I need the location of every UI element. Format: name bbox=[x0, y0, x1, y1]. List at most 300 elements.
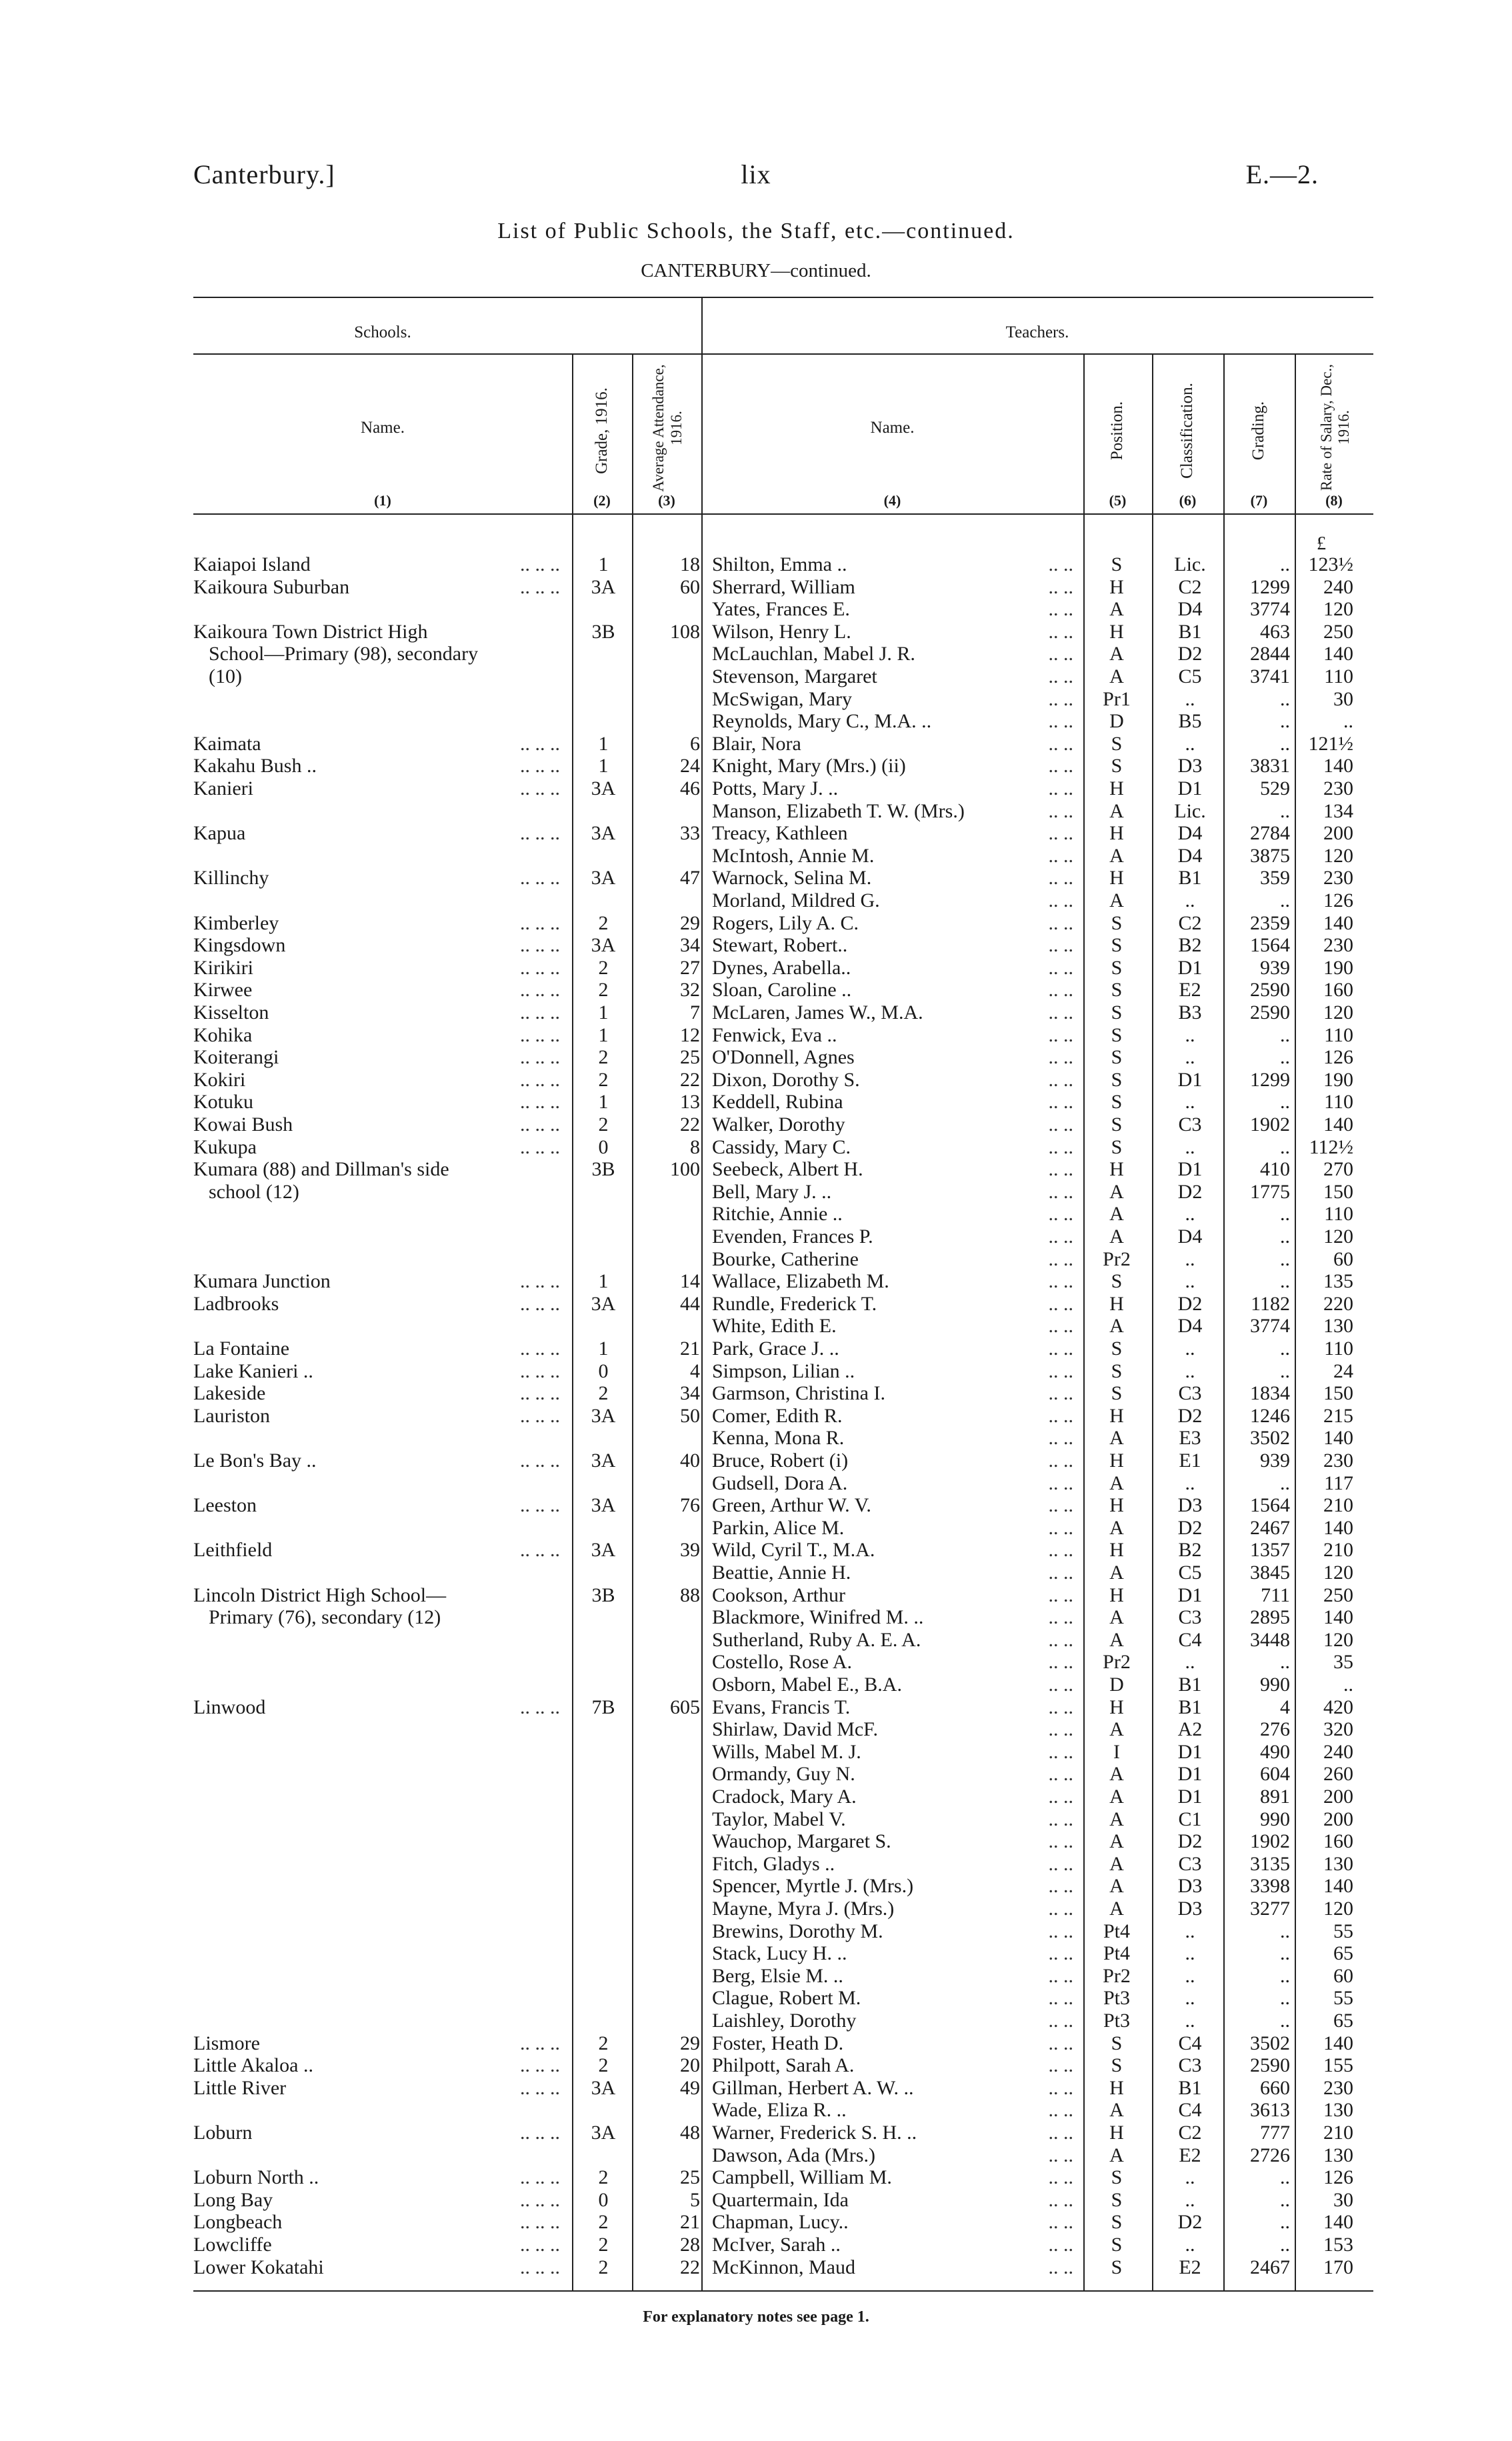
teacher-position: A bbox=[1109, 643, 1124, 665]
teacher-salary: 200 bbox=[1323, 822, 1353, 845]
school-attendance: 27 bbox=[680, 956, 700, 979]
teacher-grading: 1182 bbox=[1251, 1292, 1290, 1315]
teacher-position: S bbox=[1111, 934, 1123, 957]
teacher-grading: 3502 bbox=[1250, 2032, 1290, 2054]
leader-dots: .. .. .. bbox=[520, 1270, 560, 1293]
leader-dots: .. .. bbox=[1048, 1315, 1073, 1338]
page-title: List of Public Schools, the Staff, etc.—continued. bbox=[497, 219, 1015, 243]
school-grade: 2 bbox=[598, 1113, 609, 1135]
teacher-position: S bbox=[1111, 1091, 1123, 1113]
school-name: Kapua bbox=[193, 822, 246, 845]
leader-dots: .. .. .. bbox=[520, 1023, 560, 1046]
teacher-salary: 120 bbox=[1323, 1628, 1353, 1651]
teacher-grading: 3774 bbox=[1250, 598, 1290, 621]
table-row bbox=[0, 1427, 1512, 1450]
teacher-position: A bbox=[1109, 2099, 1124, 2122]
teacher-name: Mayne, Myra J. (Mrs.) bbox=[712, 1898, 895, 1920]
teacher-name: Bruce, Robert (i) bbox=[712, 1450, 849, 1472]
leader-dots: .. .. bbox=[1048, 1942, 1073, 1965]
table-row bbox=[0, 2077, 1512, 2100]
col-number-3: (3) bbox=[658, 492, 675, 509]
school-name: Kaikoura Town District High bbox=[193, 620, 428, 643]
teacher-classification: D2 bbox=[1177, 1292, 1203, 1315]
teacher-position: H bbox=[1109, 1696, 1124, 1718]
school-grade: 2 bbox=[598, 956, 609, 979]
leader-dots: .. .. bbox=[1048, 822, 1073, 845]
teacher-position: A bbox=[1109, 1628, 1124, 1651]
teacher-salary: 140 bbox=[1323, 1516, 1353, 1539]
teacher-grading: 1902 bbox=[1250, 1113, 1290, 1135]
teacher-position: S bbox=[1111, 2166, 1123, 2189]
teacher-name: Osborn, Mabel E., B.A. bbox=[712, 1674, 902, 1696]
school-name: Kumara Junction bbox=[193, 1270, 331, 1293]
school-name: Kisselton bbox=[193, 1001, 269, 1023]
teacher-classification: .. bbox=[1185, 1135, 1195, 1158]
table-top-rule bbox=[193, 297, 1373, 298]
table-row bbox=[0, 2099, 1512, 2122]
school-grade: 3A bbox=[591, 1450, 616, 1472]
teacher-grading: 1299 bbox=[1250, 1068, 1290, 1091]
teacher-name: Sloan, Caroline .. bbox=[712, 979, 852, 1001]
teacher-classification: E2 bbox=[1179, 2256, 1201, 2278]
school-name: School—Primary (98), secondary bbox=[209, 643, 479, 665]
leader-dots: .. .. .. bbox=[520, 956, 560, 979]
table-row bbox=[0, 822, 1512, 845]
school-grade: 1 bbox=[598, 1338, 609, 1360]
leader-dots: .. .. bbox=[1048, 1046, 1073, 1069]
leader-dots: .. .. bbox=[1048, 1562, 1073, 1584]
teacher-salary: 250 bbox=[1323, 620, 1353, 643]
teacher-name: Seebeck, Albert H. bbox=[712, 1158, 863, 1181]
school-grade: 1 bbox=[598, 755, 609, 777]
teacher-grading: 2590 bbox=[1250, 2054, 1290, 2077]
teacher-salary: 200 bbox=[1323, 1786, 1353, 1808]
teacher-grading: .. bbox=[1280, 1270, 1290, 1293]
teacher-grading: 1357 bbox=[1250, 1539, 1290, 1562]
teacher-salary: 55 bbox=[1333, 1920, 1353, 1942]
table-row bbox=[0, 1405, 1512, 1428]
school-attendance: 6 bbox=[690, 732, 700, 755]
school-attendance: 4 bbox=[690, 1360, 700, 1382]
teacher-position: Pt4 bbox=[1103, 1942, 1131, 1965]
leader-dots: .. .. bbox=[1048, 1696, 1073, 1718]
teacher-name: McKinnon, Maud bbox=[712, 2256, 855, 2278]
leader-dots: .. .. .. bbox=[520, 1404, 560, 1427]
col-number-4: (4) bbox=[883, 492, 901, 509]
teacher-grading: 2467 bbox=[1250, 1516, 1290, 1539]
teacher-classification: E3 bbox=[1179, 1427, 1201, 1450]
table-row bbox=[0, 576, 1512, 599]
table-row bbox=[0, 1203, 1512, 1226]
table-row bbox=[0, 2054, 1512, 2077]
teacher-name: Clague, Robert M. bbox=[712, 1987, 861, 2010]
table-row bbox=[0, 1046, 1512, 1069]
page-number: lix bbox=[741, 159, 771, 189]
teacher-classification: .. bbox=[1185, 1203, 1195, 1226]
teacher-position: H bbox=[1109, 620, 1124, 643]
teacher-position: S bbox=[1111, 2188, 1123, 2211]
leader-dots: .. .. bbox=[1048, 911, 1073, 934]
attendance-header: Average Attendance, 1916. bbox=[650, 364, 685, 492]
school-grade: 3A bbox=[591, 777, 616, 799]
teacher-name: Walker, Dorothy bbox=[712, 1113, 845, 1135]
school-name: Kaimata bbox=[193, 732, 261, 755]
school-grade: 1 bbox=[598, 553, 609, 575]
teacher-salary: .. bbox=[1343, 710, 1353, 733]
leader-dots: .. .. bbox=[1048, 1674, 1073, 1696]
teacher-position: A bbox=[1109, 665, 1124, 687]
teachers-group-header: Teachers. bbox=[1005, 323, 1069, 341]
teacher-salary: 126 bbox=[1323, 889, 1353, 911]
teacher-name: Knight, Mary (Mrs.) (ii) bbox=[712, 755, 906, 777]
teacher-salary: 155 bbox=[1323, 2054, 1353, 2077]
teacher-salary: 130 bbox=[1323, 1315, 1353, 1338]
leader-dots: .. .. .. bbox=[520, 755, 560, 777]
table-row bbox=[0, 2032, 1512, 2055]
teacher-name: Parkin, Alice M. bbox=[712, 1516, 845, 1539]
teacher-grading: .. bbox=[1280, 1942, 1290, 1965]
teacher-grading: .. bbox=[1280, 1651, 1290, 1674]
leader-dots: .. .. .. bbox=[520, 822, 560, 845]
table-row bbox=[0, 777, 1512, 800]
leader-dots: .. .. bbox=[1048, 1091, 1073, 1113]
leader-dots: .. .. bbox=[1048, 1830, 1073, 1853]
teacher-salary: 55 bbox=[1333, 1987, 1353, 2010]
teacher-classification: C3 bbox=[1178, 1382, 1202, 1405]
leader-dots: .. .. bbox=[1048, 889, 1073, 911]
school-grade: 1 bbox=[598, 1001, 609, 1023]
teacher-salary: 120 bbox=[1323, 1562, 1353, 1584]
school-name: Leithfield bbox=[193, 1539, 273, 1562]
school-name: Le Bon's Bay .. bbox=[193, 1450, 317, 1472]
teacher-name: O'Donnell, Agnes bbox=[712, 1046, 855, 1069]
teacher-position: S bbox=[1111, 911, 1123, 934]
teacher-position: S bbox=[1111, 1270, 1123, 1293]
leader-dots: .. .. .. bbox=[520, 867, 560, 889]
teacher-name: Stewart, Robert.. bbox=[712, 934, 848, 957]
leader-dots: .. .. .. bbox=[520, 1539, 560, 1562]
teacher-classification: D2 bbox=[1177, 2211, 1203, 2234]
teacher-salary: 140 bbox=[1323, 911, 1353, 934]
teacher-salary: 30 bbox=[1333, 687, 1353, 710]
leader-dots: .. .. .. bbox=[520, 1113, 560, 1135]
teacher-name: Evans, Francis T. bbox=[712, 1696, 851, 1718]
teacher-grading: 2590 bbox=[1250, 1001, 1290, 1023]
header-bottom-rule bbox=[193, 513, 1373, 515]
leader-dots: .. .. bbox=[1048, 1113, 1073, 1135]
school-grade: 1 bbox=[598, 732, 609, 755]
teacher-position: A bbox=[1109, 1830, 1124, 1853]
teacher-classification: .. bbox=[1185, 1046, 1195, 1069]
table-bottom-rule bbox=[193, 2290, 1373, 2292]
teacher-classification: B1 bbox=[1178, 1674, 1202, 1696]
leader-dots: .. .. .. bbox=[520, 2054, 560, 2077]
leader-dots: .. .. bbox=[1048, 1584, 1073, 1606]
school-name-header: Name. bbox=[361, 419, 405, 437]
teacher-salary: 140 bbox=[1323, 2211, 1353, 2234]
teacher-name: Comer, Edith R. bbox=[712, 1404, 843, 1427]
leader-dots: .. .. bbox=[1048, 2076, 1073, 2099]
teacher-salary: 230 bbox=[1323, 867, 1353, 889]
teacher-grading: .. bbox=[1280, 2166, 1290, 2189]
teacher-salary: 320 bbox=[1323, 1718, 1353, 1741]
grading-header: Grading. bbox=[1249, 401, 1267, 461]
teacher-classification: D2 bbox=[1177, 643, 1203, 665]
teacher-name: Cradock, Mary A. bbox=[712, 1786, 857, 1808]
teacher-classification: D1 bbox=[1177, 1763, 1203, 1786]
teacher-classification: E2 bbox=[1179, 2144, 1201, 2166]
teacher-classification: D4 bbox=[1177, 822, 1203, 845]
teacher-salary: 230 bbox=[1323, 934, 1353, 957]
teacher-name: Dawson, Ada (Mrs.) bbox=[712, 2144, 875, 2166]
teacher-grading: 276 bbox=[1260, 1718, 1290, 1741]
teacher-grading: 529 bbox=[1260, 777, 1290, 799]
school-grade: 2 bbox=[598, 2166, 609, 2189]
teacher-grading: 2784 bbox=[1250, 822, 1290, 845]
teacher-grading: 2895 bbox=[1250, 1606, 1290, 1629]
teacher-name: Park, Grace J. .. bbox=[712, 1338, 839, 1360]
teacher-classification: D4 bbox=[1177, 844, 1203, 867]
table-row bbox=[0, 1875, 1512, 1898]
table-row bbox=[0, 1987, 1512, 2010]
teacher-position: H bbox=[1109, 1292, 1124, 1315]
leader-dots: .. .. bbox=[1048, 1270, 1073, 1293]
school-name: Lower Kokatahi bbox=[193, 2256, 324, 2278]
teacher-position: A bbox=[1109, 1226, 1124, 1248]
school-grade: 0 bbox=[598, 1360, 609, 1382]
teacher-position: A bbox=[1109, 1562, 1124, 1584]
teacher-name: Morland, Mildred G. bbox=[712, 889, 880, 911]
teacher-classification: D1 bbox=[1177, 1786, 1203, 1808]
teacher-position: H bbox=[1109, 575, 1124, 598]
leader-dots: .. .. bbox=[1048, 1203, 1073, 1226]
teacher-position: Pr2 bbox=[1103, 1248, 1131, 1270]
school-grade: 2 bbox=[598, 1046, 609, 1069]
teacher-grading: .. bbox=[1280, 2188, 1290, 2211]
leader-dots: .. .. bbox=[1048, 1001, 1073, 1023]
teacher-grading: 1775 bbox=[1250, 1180, 1290, 1203]
teacher-position: A bbox=[1109, 598, 1124, 621]
teacher-classification: .. bbox=[1185, 732, 1195, 755]
teacher-name: McIver, Sarah .. bbox=[712, 2234, 841, 2256]
teacher-position: S bbox=[1111, 1135, 1123, 1158]
teacher-grading: 1834 bbox=[1250, 1382, 1290, 1405]
teacher-grading: 490 bbox=[1260, 1740, 1290, 1763]
teacher-classification: B2 bbox=[1178, 1539, 1202, 1562]
teacher-grading: .. bbox=[1280, 2234, 1290, 2256]
school-grade: 2 bbox=[598, 1382, 609, 1405]
teacher-grading: .. bbox=[1280, 1046, 1290, 1069]
leader-dots: .. .. bbox=[1048, 934, 1073, 957]
school-attendance: 44 bbox=[680, 1292, 700, 1315]
col-number-5: (5) bbox=[1109, 492, 1127, 509]
teacher-position: S bbox=[1111, 956, 1123, 979]
table-row bbox=[0, 1136, 1512, 1159]
leader-dots: .. .. bbox=[1048, 1226, 1073, 1248]
teacher-name: Rundle, Frederick T. bbox=[712, 1292, 877, 1315]
table-row bbox=[0, 1472, 1512, 1495]
teacher-salary: 121½ bbox=[1308, 732, 1353, 755]
school-attendance: 20 bbox=[680, 2054, 700, 2077]
teacher-salary: 120 bbox=[1323, 1226, 1353, 1248]
teacher-grading: 3448 bbox=[1250, 1628, 1290, 1651]
teacher-name: Brewins, Dorothy M. bbox=[712, 1920, 883, 1942]
table-row bbox=[0, 1942, 1512, 1965]
teacher-position: H bbox=[1109, 2076, 1124, 2099]
teacher-salary: 140 bbox=[1323, 643, 1353, 665]
school-grade: 3A bbox=[591, 822, 616, 845]
school-attendance: 18 bbox=[680, 553, 700, 575]
school-name: Kumara (88) and Dillman's side bbox=[193, 1158, 449, 1181]
leader-dots: .. .. bbox=[1048, 2166, 1073, 2189]
teacher-name: McIntosh, Annie M. bbox=[712, 844, 875, 867]
school-name: Kanieri bbox=[193, 777, 253, 799]
leader-dots: .. .. bbox=[1048, 1248, 1073, 1270]
teacher-name: Garmson, Christina I. bbox=[712, 1382, 885, 1405]
teacher-position: A bbox=[1109, 799, 1124, 822]
teacher-classification: C3 bbox=[1178, 1606, 1202, 1629]
teacher-salary: 110 bbox=[1324, 1203, 1353, 1226]
teacher-classification: .. bbox=[1185, 2234, 1195, 2256]
teacher-grading: 3502 bbox=[1250, 1427, 1290, 1450]
teacher-classification: C2 bbox=[1178, 2122, 1202, 2144]
school-attendance: 40 bbox=[680, 1450, 700, 1472]
table-row bbox=[0, 665, 1512, 688]
teacher-salary: 135 bbox=[1323, 1270, 1353, 1293]
teacher-position: A bbox=[1109, 1180, 1124, 1203]
teacher-name: McLauchlan, Mabel J. R. bbox=[712, 643, 915, 665]
school-attendance: 7 bbox=[690, 1001, 700, 1023]
teacher-grading: 939 bbox=[1260, 956, 1290, 979]
teacher-name: Wills, Mabel M. J. bbox=[712, 1740, 861, 1763]
teacher-name: Wilson, Henry L. bbox=[712, 620, 851, 643]
school-grade: 2 bbox=[598, 1068, 609, 1091]
table-row bbox=[0, 1181, 1512, 1203]
school-grade: 3A bbox=[591, 1292, 616, 1315]
school-name: Lake Kanieri .. bbox=[193, 1360, 313, 1382]
col-number-2: (2) bbox=[593, 492, 611, 509]
table-row bbox=[0, 2166, 1512, 2189]
school-attendance: 22 bbox=[680, 1068, 700, 1091]
teacher-salary: 170 bbox=[1323, 2256, 1353, 2278]
leader-dots: .. .. bbox=[1048, 2144, 1073, 2166]
school-name: Kirwee bbox=[193, 979, 253, 1001]
teacher-position: A bbox=[1109, 1852, 1124, 1875]
teacher-position: Pr2 bbox=[1103, 1651, 1131, 1674]
teacher-position: H bbox=[1109, 1539, 1124, 1562]
teacher-grading: 1564 bbox=[1250, 934, 1290, 957]
teacher-position: H bbox=[1109, 822, 1124, 845]
leader-dots: .. .. bbox=[1048, 2099, 1073, 2122]
teacher-salary: 110 bbox=[1324, 1023, 1353, 1046]
table-row bbox=[0, 1158, 1512, 1181]
teacher-name: Ormandy, Guy N. bbox=[712, 1763, 855, 1786]
teacher-position: S bbox=[1111, 755, 1123, 777]
school-grade: 3A bbox=[591, 1404, 616, 1427]
teacher-classification: D1 bbox=[1177, 1740, 1203, 1763]
teacher-salary: .. bbox=[1343, 1674, 1353, 1696]
teacher-classification: D3 bbox=[1177, 1898, 1203, 1920]
school-attendance: 32 bbox=[680, 979, 700, 1001]
teacher-position: S bbox=[1111, 1113, 1123, 1135]
teacher-grading: 3831 bbox=[1250, 755, 1290, 777]
teacher-classification: D4 bbox=[1177, 1315, 1203, 1338]
teacher-classification: .. bbox=[1185, 2010, 1195, 2032]
leader-dots: .. .. .. bbox=[520, 2234, 560, 2256]
table-row bbox=[0, 1315, 1512, 1338]
teacher-grading: .. bbox=[1280, 1135, 1290, 1158]
leader-dots: .. .. .. bbox=[520, 1360, 560, 1382]
leader-dots: .. .. bbox=[1048, 575, 1073, 598]
table-row bbox=[0, 1270, 1512, 1293]
teacher-classification: B1 bbox=[1178, 1696, 1202, 1718]
leader-dots: .. .. .. bbox=[520, 1696, 560, 1718]
teacher-name: Philpott, Sarah A. bbox=[712, 2054, 855, 2077]
teacher-position: A bbox=[1109, 1606, 1124, 1629]
schools-group-header: Schools. bbox=[354, 323, 411, 341]
school-grade: 3A bbox=[591, 2076, 616, 2099]
table-row bbox=[0, 1629, 1512, 1652]
table-row bbox=[0, 1539, 1512, 1562]
teacher-grading: .. bbox=[1280, 1338, 1290, 1360]
table-row bbox=[0, 1360, 1512, 1383]
table-row bbox=[0, 979, 1512, 1001]
teacher-position: S bbox=[1111, 1001, 1123, 1023]
teacher-salary: 35 bbox=[1333, 1651, 1353, 1674]
teacher-name: Cassidy, Mary C. bbox=[712, 1135, 851, 1158]
teacher-position: S bbox=[1111, 2256, 1123, 2278]
school-name: Ladbrooks bbox=[193, 1292, 279, 1315]
school-attendance: 24 bbox=[680, 755, 700, 777]
teacher-classification: D4 bbox=[1177, 1226, 1203, 1248]
teacher-position: H bbox=[1109, 777, 1124, 799]
teacher-grading: 2726 bbox=[1250, 2144, 1290, 2166]
school-name: Long Bay bbox=[193, 2188, 273, 2211]
leader-dots: .. .. .. bbox=[520, 732, 560, 755]
table-row bbox=[0, 621, 1512, 643]
teacher-position: H bbox=[1109, 1494, 1124, 1517]
teacher-classification: .. bbox=[1185, 2188, 1195, 2211]
table-row bbox=[0, 845, 1512, 867]
teacher-classification: Lic. bbox=[1174, 799, 1206, 822]
school-grade: 3A bbox=[591, 2122, 616, 2144]
school-attendance: 21 bbox=[680, 2211, 700, 2234]
teacher-name: McSwigan, Mary bbox=[712, 687, 852, 710]
table-row bbox=[0, 1898, 1512, 1920]
teacher-salary: 250 bbox=[1323, 1584, 1353, 1606]
leader-dots: .. .. bbox=[1048, 732, 1073, 755]
teacher-grading: 604 bbox=[1260, 1763, 1290, 1786]
leader-dots: .. .. .. bbox=[520, 1001, 560, 1023]
teacher-position: A bbox=[1109, 1763, 1124, 1786]
schools-group-rule bbox=[193, 353, 701, 355]
school-name: Longbeach bbox=[193, 2211, 283, 2234]
table-row bbox=[0, 934, 1512, 957]
school-attendance: 25 bbox=[680, 1046, 700, 1069]
leader-dots: .. .. .. bbox=[520, 2032, 560, 2054]
leader-dots: .. .. bbox=[1048, 1606, 1073, 1629]
leader-dots: .. .. bbox=[1048, 1852, 1073, 1875]
teacher-position: A bbox=[1109, 889, 1124, 911]
table-row bbox=[0, 1741, 1512, 1764]
teacher-grading: .. bbox=[1280, 732, 1290, 755]
teacher-grading: 1564 bbox=[1250, 1494, 1290, 1517]
teacher-grading: .. bbox=[1280, 710, 1290, 733]
teacher-position: H bbox=[1109, 1404, 1124, 1427]
school-attendance: 28 bbox=[680, 2234, 700, 2256]
table-row bbox=[0, 957, 1512, 979]
teacher-position: A bbox=[1109, 2144, 1124, 2166]
